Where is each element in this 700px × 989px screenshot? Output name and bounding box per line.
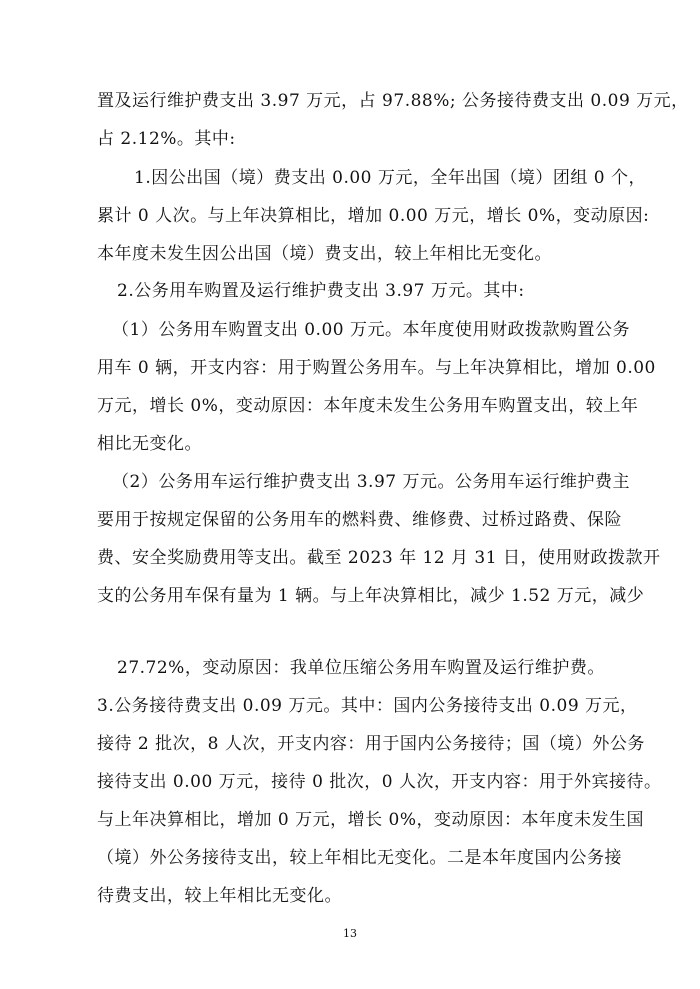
text-line: 接待 2 批次，8 人次，开支内容：用于国内公务接待；国（境）外公务	[97, 734, 645, 754]
text-line: （2）公务用车运行维护费支出 3.97 万元。公务用车运行维护费主	[112, 472, 630, 492]
text-line: 累计 0 人次。与上年决算相比，增加 0.00 万元，增长 0%，变动原因:	[97, 206, 650, 226]
text-line: 与上年决算相比，增加 0 万元，增长 0%，变动原因：本年度未发生国	[97, 810, 644, 830]
text-line: 费、安全奖励费用等支出。截至 2023 年 12 月 31 日，使用财政拨款开	[97, 548, 661, 568]
text-line: 3.公务接待费支出 0.09 万元。其中：国内公务接待支出 0.09 万元，	[97, 696, 638, 716]
page-number: 13	[343, 927, 357, 940]
text-line: 接待支出 0.00 万元，接待 0 批次，0 人次，开支内容：用于外宾接待。	[97, 772, 662, 792]
text-line: 27.72%，变动原因：我单位压缩公务用车购置及运行维护费。	[117, 658, 605, 678]
text-line: 本年度未发生因公出国（境）费支出，较上年相比无变化。	[97, 244, 552, 264]
text-line: 置及运行维护费支出 3.97 万元，占 97.88%; 公务接待费支出 0.09 万元，	[97, 91, 689, 111]
text-line: 用车 0 辆，开支内容：用于购置公务用车。与上年决算相比，增加 0.00	[97, 358, 656, 378]
text-line: 万元，增长 0%，变动原因：本年度未发生公务用车购置支出，较上年	[97, 396, 639, 416]
text-line: 占 2.12%。其中:	[97, 129, 236, 149]
text-line: （1）公务用车购置支出 0.00 万元。本年度使用财政拨款购置公务	[112, 320, 630, 340]
text-line: 相比无变化。	[97, 434, 202, 454]
text-line: 2.公务用车购置及运行维护费支出 3.97 万元。其中:	[117, 281, 525, 301]
text-line: 1.因公出国（境）费支出 0.00 万元，全年出国（境）团组 0 个，	[134, 168, 647, 188]
text-line: 待费支出，较上年相比无变化。	[97, 886, 342, 906]
text-line: 要用于按规定保留的公务用车的燃料费、维修费、过桥过路费、保险	[97, 510, 622, 530]
text-line: 支的公务用车保有量为 1 辆。与上年决算相比，减少 1.52 万元，减少	[97, 586, 645, 606]
text-line: （境）外公务接待支出，较上年相比无变化。二是本年度国内公务接	[97, 848, 622, 868]
